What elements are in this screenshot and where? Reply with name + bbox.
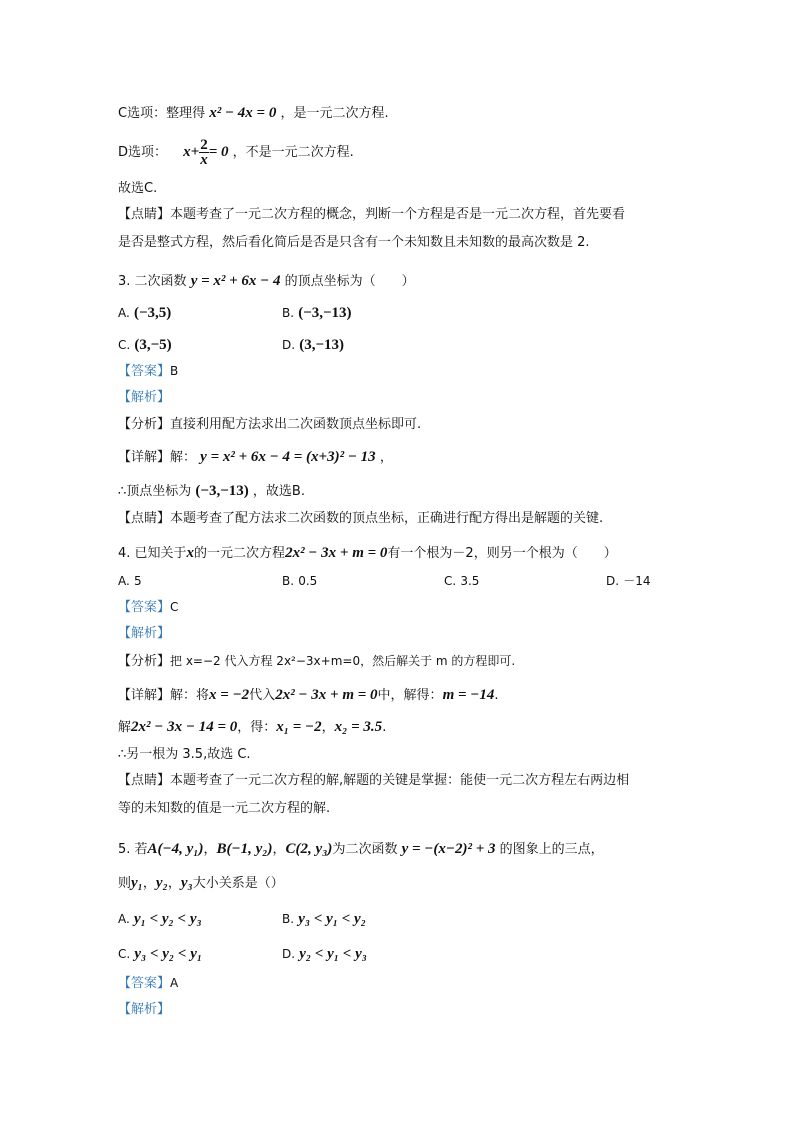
xiangjie-part: .: [494, 688, 499, 703]
option-letter: C.: [444, 574, 457, 588]
solve-part: 解: [118, 720, 132, 735]
q2-d-fraction: [199, 138, 209, 167]
q4-xiangjie: [118, 686, 499, 705]
q2-conclusion: 故选C.: [118, 181, 158, 196]
option-value: y₃ < y₁ < y₂: [298, 911, 366, 927]
xiangjie-math: y = x² + 6x − 4 = (x+3)² − 13: [200, 449, 376, 465]
q5-option-d: [282, 945, 367, 964]
comment-label: 【点睛】: [118, 773, 171, 788]
q2-d-prefix: D选项：: [118, 145, 168, 160]
solve-part: ，得：: [237, 720, 277, 735]
q3-option-c: [118, 336, 172, 355]
option-letter: C.: [118, 338, 131, 352]
q2-comment-line2: 是否是整式方程，然后看化简后是否是只含有一个未知数且未知数的最高次数是 2.: [118, 235, 590, 250]
q5-line2-suffix: 大小关系是（）: [192, 876, 284, 891]
q5-point-a: A(−4, y₁): [147, 841, 204, 857]
fenxi-label: 【分析】: [118, 417, 171, 432]
option-letter: A.: [118, 912, 130, 926]
option-value: y₁ < y₂ < y₃: [133, 911, 202, 927]
answer-label: 【答案】: [118, 600, 171, 615]
fenxi-text: 把 x=−2 代入方程 2x²−3x+m=0，然后解关于 m 的方程即可.: [170, 654, 516, 668]
q3-stem-math: y = x² + 6x − 4: [190, 273, 281, 289]
answer-label: 【答案】: [118, 976, 171, 991]
q2-c-option: [118, 104, 389, 123]
xiangjie-part: 解：将: [170, 688, 210, 703]
answer-value: B: [170, 364, 179, 378]
option-letter: B.: [282, 912, 295, 926]
option-letter: A.: [118, 574, 130, 588]
xiangjie-part: 中，解得：: [377, 688, 443, 703]
q5-y1: y₁: [131, 875, 143, 891]
q4-stem: [118, 544, 617, 563]
q5-stem-mid: 为二次函数: [332, 842, 398, 857]
xiangjie-label: 【详解】: [118, 688, 171, 703]
option-letter: B.: [282, 574, 295, 588]
q3-therefore: [118, 482, 305, 501]
comment-text: 本题考查了一元二次方程的解,解题的关键是掌握：能使一元二次方程左右两边相: [170, 773, 630, 788]
option-letter: D.: [606, 574, 620, 588]
q3-xiangjie: [118, 448, 393, 467]
solve-part: ，: [321, 720, 335, 735]
solve-part: .: [382, 720, 387, 735]
comment-label: 【点睛】: [118, 511, 171, 526]
q5-stem-suffix: 的图象上的三点，: [499, 842, 604, 857]
q5-point-c: C(2, y₃): [285, 841, 333, 857]
q3-answer: [118, 362, 178, 381]
q2-comment-text1: 本题考查了一元二次方程的概念，判断一个方程是否是一元二次方程，首先要看: [170, 207, 626, 222]
analysis-label: 【解析】: [118, 390, 171, 405]
comment-label: 【点睛】: [118, 207, 171, 222]
q5-stem: [118, 840, 604, 859]
q5-y3: y₃: [180, 875, 193, 891]
fraction-denominator: x: [200, 152, 208, 168]
q4-comment-line1: [118, 772, 629, 790]
q2-d-math-right: = 0: [208, 144, 229, 160]
q2-d-math: [183, 136, 228, 169]
q2-c-math: x² − 4x = 0: [209, 105, 277, 121]
option-letter: B.: [282, 306, 295, 320]
option-value: 5: [133, 574, 142, 588]
q4-option-c: [444, 572, 479, 591]
option-letter: C.: [118, 947, 131, 961]
q3-stem-prefix: 3. 二次函数: [118, 274, 187, 289]
q4-stem-suffix: 有一个根为－2，则另一个根为（ ）: [387, 546, 617, 561]
q3-option-a: [118, 304, 171, 323]
solve-math: 2x² − 3x − 14 = 0: [131, 719, 238, 735]
q3-option-d: [282, 336, 344, 355]
option-value: (3,−13): [299, 337, 344, 353]
q3-fenxi: [118, 416, 421, 434]
q3-stem: [118, 272, 415, 291]
option-letter: A.: [118, 306, 130, 320]
q5-stem-prefix: 5. 若: [118, 842, 148, 857]
separator: ，: [272, 842, 286, 857]
q4-stem-prefix: 4. 已知关于: [118, 546, 187, 561]
q4-option-a: [118, 572, 142, 591]
separator: ，: [167, 876, 181, 891]
q3-option-b: [282, 304, 352, 323]
q4-solve: [118, 718, 386, 737]
q5-point-b: B(−1, y₂): [216, 841, 273, 857]
xiangjie-math: 2x² − 3x + m = 0: [275, 687, 378, 703]
q5-option-b: [282, 910, 366, 929]
solve-math: x₁ = −2: [276, 719, 322, 735]
fenxi-label: 【分析】: [118, 654, 171, 669]
q2-d-math-left: x+: [183, 144, 200, 160]
therefore-suffix: ，故选B.: [252, 484, 305, 499]
q5-option-c: [118, 945, 202, 964]
q4-stem-mid: 的一元二次方程: [194, 546, 286, 561]
q4-option-d: [606, 572, 650, 591]
q5-answer: [118, 974, 178, 993]
xiangjie-math: m = −14: [442, 687, 495, 703]
xiangjie-label: 【详解】: [118, 450, 171, 465]
q5-option-a: [118, 910, 202, 929]
option-value: －14: [623, 574, 651, 588]
answer-value: A: [170, 976, 179, 990]
xiangjie-math: x = −2: [209, 687, 250, 703]
q2-comment-line1: [118, 206, 625, 224]
q5-stem-line2: [118, 874, 284, 893]
q4-analysis-heading: [118, 625, 170, 643]
option-value: 3.5: [460, 574, 480, 588]
separator: ，: [203, 842, 217, 857]
therefore-prefix: ∴顶点坐标为: [118, 484, 192, 499]
option-value: y₃ < y₂ < y₁: [134, 946, 203, 962]
option-value: (3,−5): [134, 337, 172, 353]
q4-stem-math: 2x² − 3x + m = 0: [285, 545, 388, 561]
answer-value: C: [170, 600, 179, 614]
q4-fenxi: [118, 652, 515, 671]
q2-c-suffix: ，是一元二次方程.: [280, 106, 389, 121]
therefore-math: (−3,−13): [195, 483, 249, 499]
q4-therefore: ∴另一根为 3.5,故选 C.: [118, 747, 251, 762]
q4-stem-var: x: [186, 545, 195, 561]
q3-comment: [118, 510, 603, 528]
q4-option-b: [282, 572, 317, 591]
option-value: y₂ < y₁ < y₃: [299, 946, 367, 962]
q2-d-option: [118, 136, 354, 169]
option-value: (−3,−13): [298, 305, 352, 321]
q4-answer: [118, 598, 178, 617]
fraction-numerator: 2: [200, 137, 208, 153]
xiangjie-part: 代入: [249, 688, 276, 703]
option-letter: D.: [282, 947, 296, 961]
option-value: (−3,5): [133, 305, 172, 321]
fenxi-text: 直接利用配方法求出二次函数顶点坐标即可.: [170, 417, 422, 432]
q3-stem-suffix: 的顶点坐标为（ ）: [284, 274, 415, 289]
xiangjie-suffix: ，: [379, 450, 393, 465]
xiangjie-prefix: 解：: [170, 450, 197, 465]
option-value: 0.5: [298, 574, 318, 588]
q5-line2-prefix: 则: [118, 876, 132, 891]
analysis-label: 【解析】: [118, 626, 171, 641]
comment-text: 本题考查了配方法求二次函数的顶点坐标，正确进行配方得出是解题的关键.: [170, 511, 604, 526]
q5-analysis-heading: [118, 1001, 170, 1019]
q5-y2: y₂: [155, 875, 168, 891]
q3-analysis-heading: [118, 389, 170, 407]
q2-d-suffix: ，不是一元二次方程.: [232, 145, 354, 160]
analysis-label: 【解析】: [118, 1002, 171, 1017]
solve-math: x₂ = 3.5: [334, 719, 383, 735]
q4-comment-line2: 等的未知数的值是一元二次方程的解.: [118, 801, 331, 816]
option-letter: D.: [282, 338, 296, 352]
q2-c-prefix: C选项：整理得: [118, 106, 206, 121]
q5-stem-math: y = −(x−2)² + 3: [401, 841, 496, 857]
answer-label: 【答案】: [118, 364, 171, 379]
separator: ，: [142, 876, 156, 891]
